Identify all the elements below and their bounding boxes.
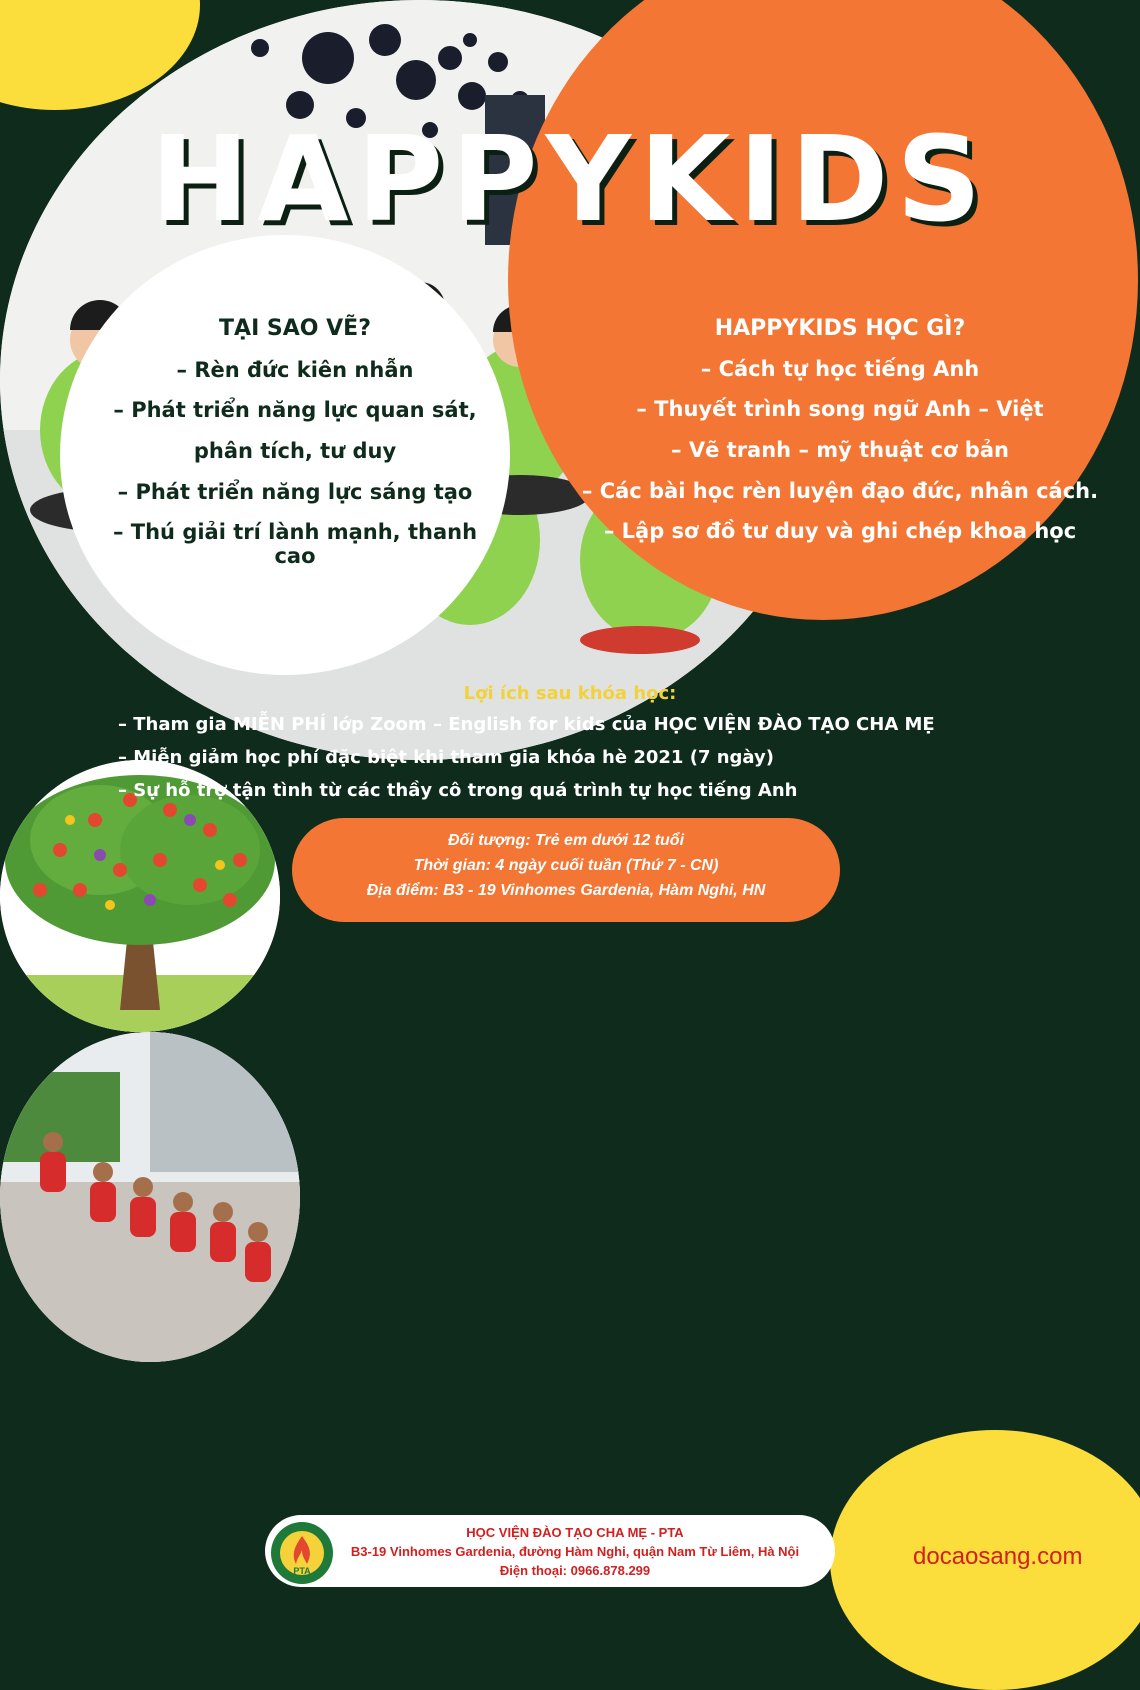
what-learn-line: – Thuyết trình song ngữ Anh – Việt — [636, 397, 1044, 421]
page-title: HAPPYKIDS — [150, 110, 990, 248]
what-learn-line: – Vẽ tranh – mỹ thuật cơ bản — [671, 438, 1009, 462]
footer-phone: Điện thoại: 0966.878.299 — [499, 1563, 651, 1578]
footer-address: B3-19 Vinhomes Gardenia, đường Hàm Nghi, quận Nam Từ Liêm, Hà Nội — [350, 1544, 800, 1559]
why-draw-heading: TẠI SAO VẼ? — [219, 316, 371, 341]
benefit-line: – Sự hỗ trợ tận tình từ các thầy cô trong quá trình tự học tiếng Anh — [118, 780, 798, 801]
benefit-line: – Tham gia MIỄN PHÍ lớp Zoom – English for kids của HỌC VIỆN ĐÀO TẠO CHA MẸ — [118, 714, 935, 735]
why-draw-line: – Thú giải trí lành mạnh, thanh cao — [112, 520, 478, 568]
benefit-line: – Miễn giảm học phí đặc biệt khi tham gia khóa hè 2021 (7 ngày) — [118, 747, 774, 768]
what-learn-line: – Cách tự học tiếng Anh — [700, 357, 980, 381]
benefits-heading: Lợi ích sau khóa học: — [463, 683, 677, 704]
time-text: Thời gian: 4 ngày cuối tuần (Thứ 7 - CN) — [413, 857, 719, 874]
pta-logo-text: PTA — [293, 1566, 311, 1576]
what-learn-heading: HAPPYKIDS HỌC GÌ? — [714, 316, 966, 341]
why-draw-line: phân tích, tư duy — [193, 439, 397, 463]
website-link[interactable]: docaosang.com — [913, 1543, 1083, 1570]
outdoor-activity-photo — [0, 1032, 300, 1362]
footer-org: HỌC VIỆN ĐÀO TẠO CHA MẸ - PTA — [466, 1525, 684, 1540]
why-draw-line: – Rèn đức kiên nhẫn — [176, 358, 414, 382]
audience-text: Đối tượng: Trẻ em dưới 12 tuổi — [447, 832, 685, 849]
what-learn-line: – Các bài học rèn luyện đạo đức, nhân cách. — [581, 479, 1099, 503]
why-draw-line: – Phát triển năng lực sáng tạo — [117, 480, 473, 504]
what-learn-line: – Lập sơ đồ tư duy và ghi chép khoa học — [603, 519, 1077, 543]
place-text: Địa điểm: B3 - 19 Vinhomes Gardenia, Hàm Nghi, HN — [366, 882, 766, 899]
why-draw-line: – Phát triển năng lực quan sát, — [113, 398, 477, 422]
